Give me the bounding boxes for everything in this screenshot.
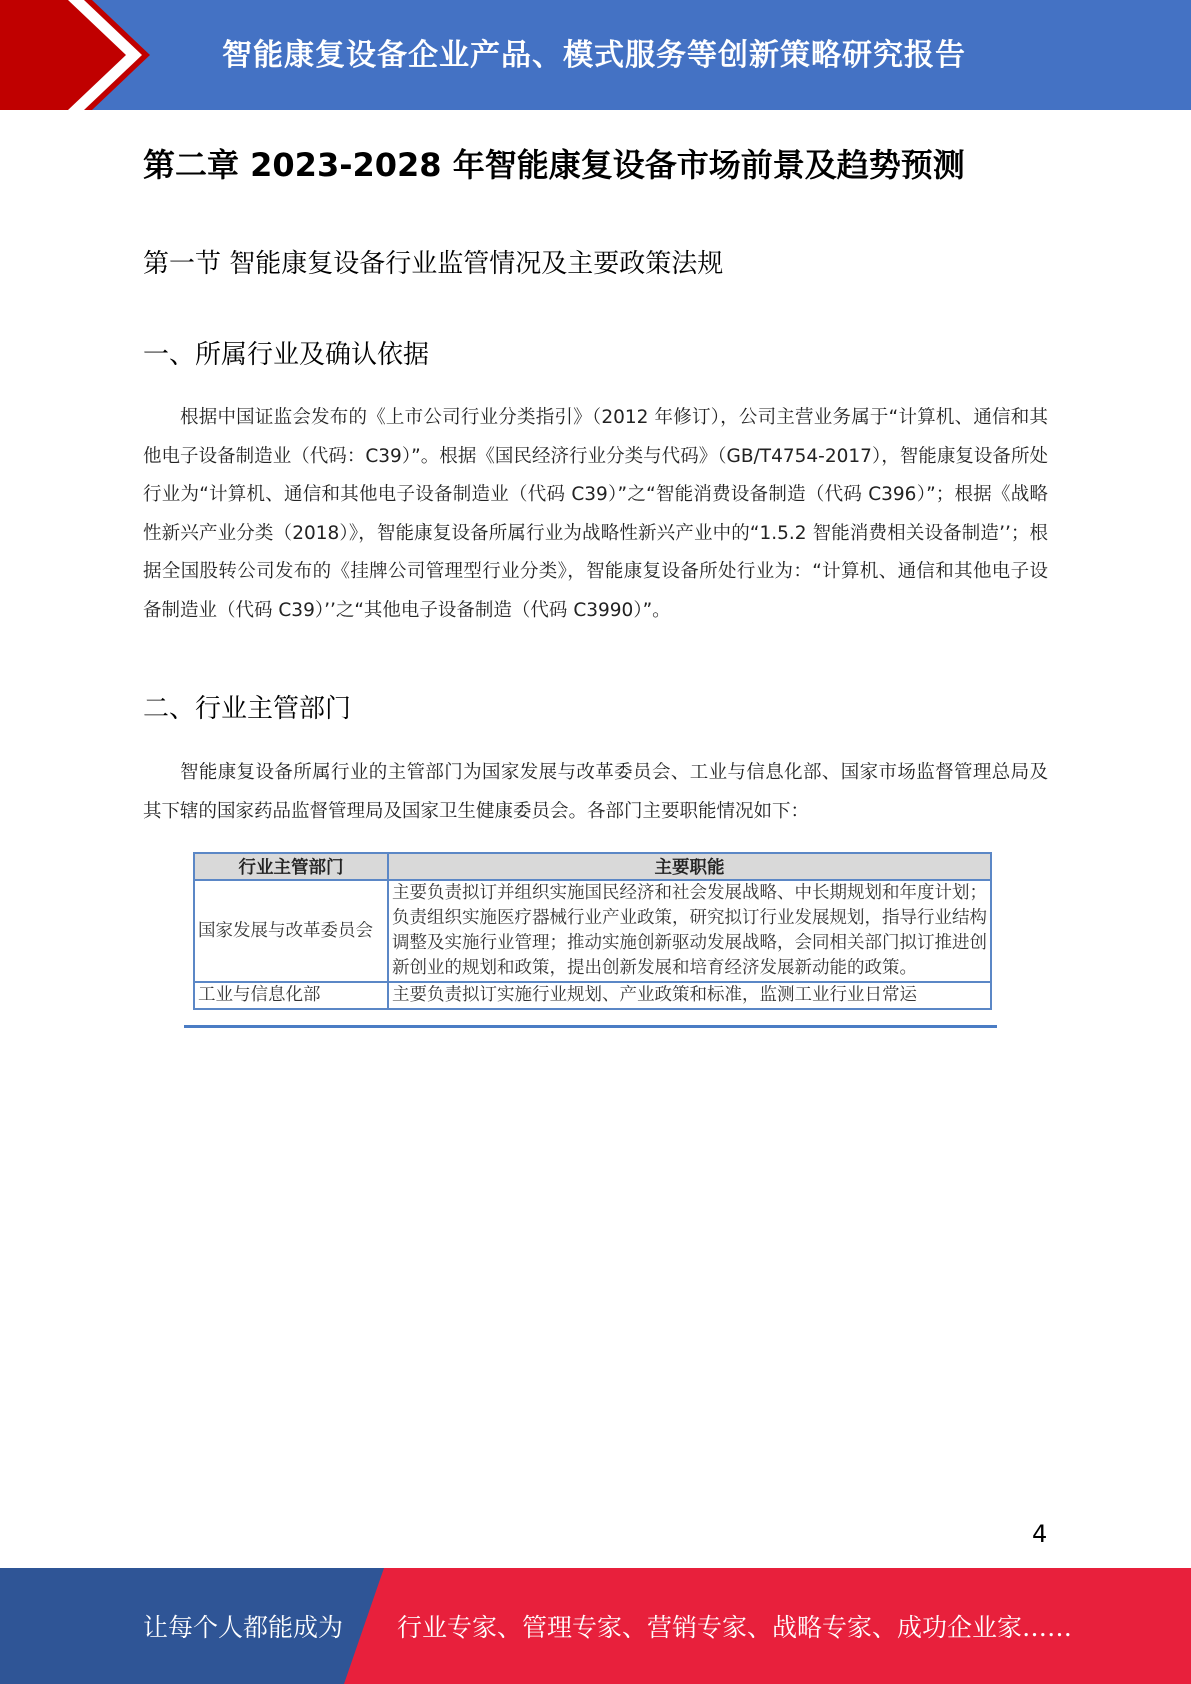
subsection-title-2: 二、行业主管部门: [143, 694, 352, 724]
paragraph-authorities: 智能康复设备所属行业的主管部门为国家发展与改革委员会、工业与信息化部、国家市场监督管理总局及其下辖的国家药品监督管理局及国家卫生健康委员会。各部门主要职能情况如下：: [143, 762, 1048, 822]
table-cell-duty: 主要负责拟订并组织实施国民经济和社会发展战略、中长期规划和年度计划；负责组织实施医疗器械行业产业政策，研究拟订行业发展规划，指导行业结构调整及实施行业管理；推动实施创新驱动发展战略，会同相关部门拟订推进创新创业的规划和政策，提出创新发展和培育经济发展新动能的政策。: [388, 880, 991, 982]
authorities-table-image: [184, 852, 997, 1028]
subsection-title-1: 一、所属行业及确认依据: [143, 340, 430, 370]
footer-slogan-right: 行业专家、管理专家、营销专家、战略专家、成功企业家……: [397, 1613, 1073, 1642]
page-footer: [0, 1568, 1191, 1684]
authorities-table: [193, 852, 992, 1010]
table-cell-duty: 主要负责拟订实施行业规划、产业政策和标准，监测工业行业日常运: [388, 982, 991, 1009]
chapter-title: 第二章 2023-2028 年智能康复设备市场前景及趋势预测: [143, 146, 965, 184]
table-header-row: [194, 853, 991, 880]
page-number: 4: [1032, 1520, 1048, 1548]
section-title: 第一节 智能康复设备行业监管情况及主要政策法规: [143, 249, 724, 279]
table-cell-dept: 工业与信息化部: [194, 982, 388, 1009]
footer-slogan-left: 让每个人都能成为: [143, 1613, 344, 1642]
table-header-duty: 主要职能: [388, 853, 991, 880]
table-row: [194, 982, 991, 1009]
table-header-dept: 行业主管部门: [194, 853, 388, 880]
page-header: [0, 0, 1191, 110]
paragraph-industry-basis: 根据中国证监会发布的《上市公司行业分类指引》（2012 年修订），公司主营业务属于“计算机、通信和其他电子设备制造业（代码：C39）”。根据《国民经济行业分类与代码》（GB/T4754-2017），智能康复设备所处行业为“计算机、通信和其他电子设备制造业（代码 C39）”之“智能消费设备制造（代码 C396）”；根据《战略性新兴产业分类（2018）》，智能康复设备所属行业为战略性新兴产业中的“1.5.2 智能消费相关设备制造’’；根据全国股转公司发布的《挂牌公司管理型行业分类》，智能康复设备所处行业为：“计算机、通信和其他电子设备制造业（代码 C39）’’之“其他电子设备制造（代码 C3990）”。: [143, 407, 1048, 621]
table-row: [194, 880, 991, 982]
header-title: 智能康复设备企业产品、模式服务等创新策略研究报告: [222, 38, 966, 73]
table-cell-dept: 国家发展与改革委员会: [194, 880, 388, 982]
